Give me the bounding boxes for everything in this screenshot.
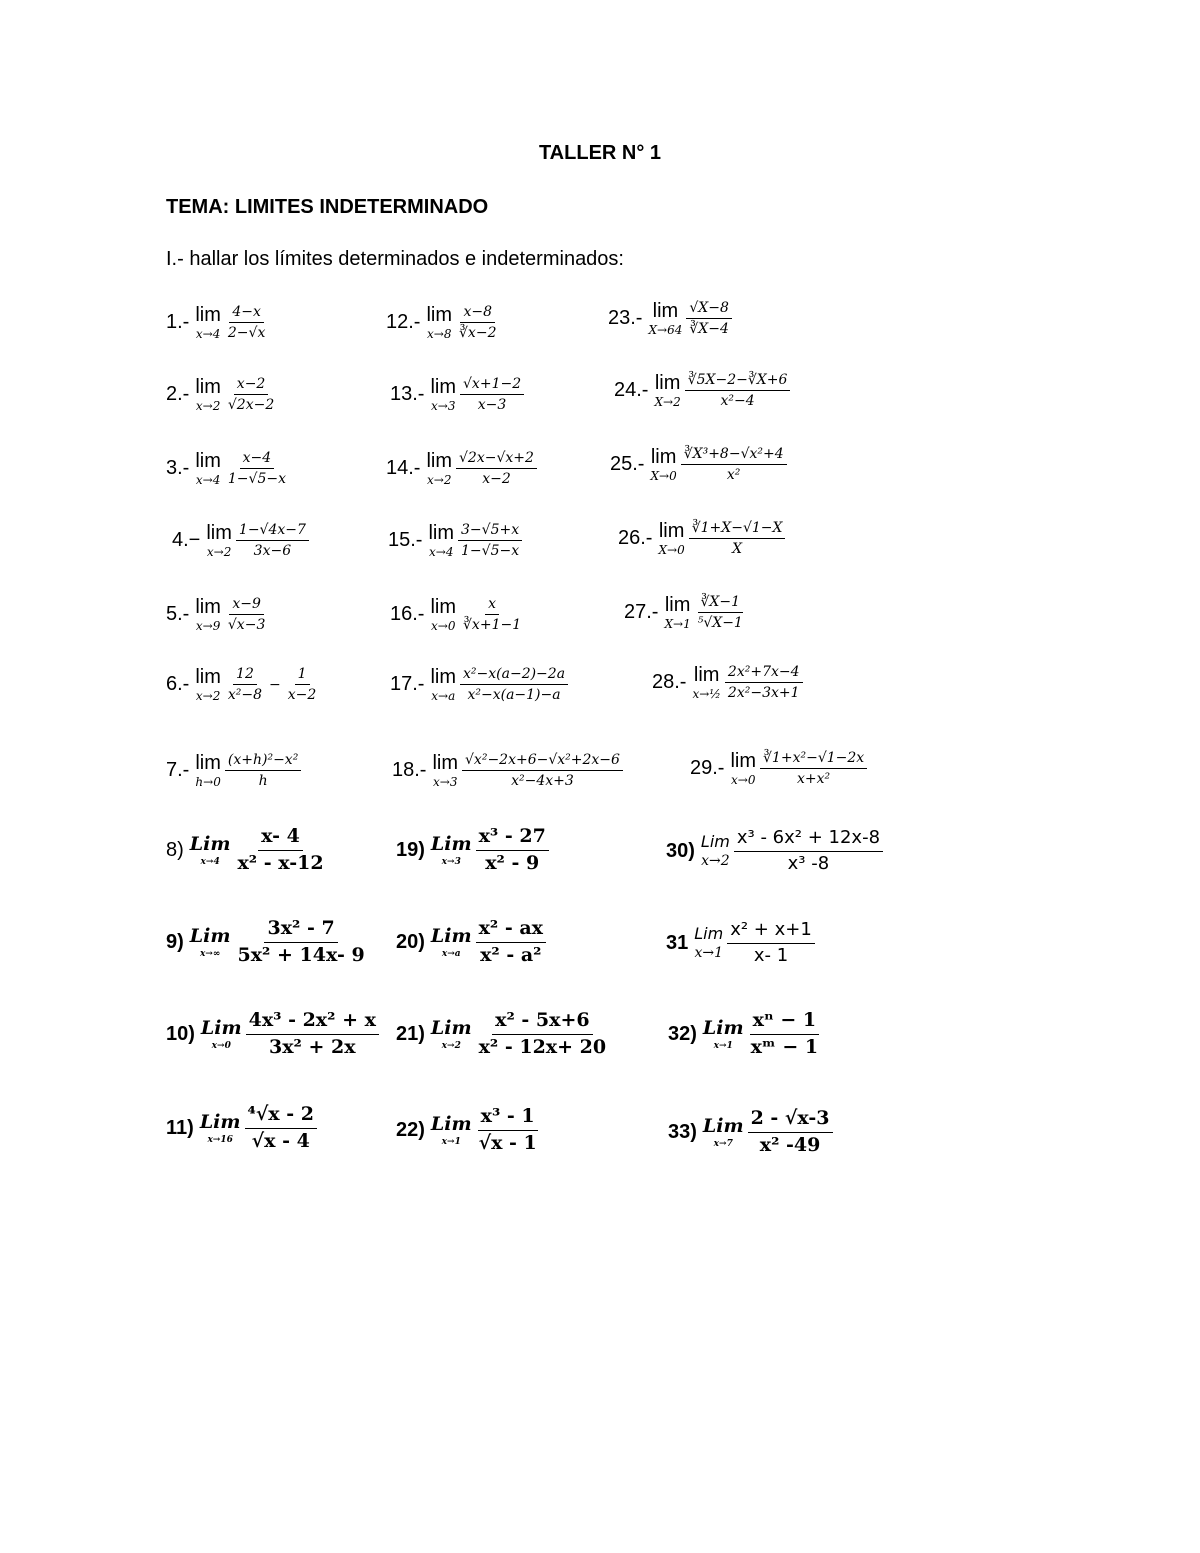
fraction: $\frac{2 - √x-3}{\text{x² -49}}$ xyxy=(748,1108,833,1157)
limit-operator: Lim x→16 xyxy=(199,1110,241,1145)
problem-28 xyxy=(652,664,803,702)
problem-number: 26.- xyxy=(618,527,653,550)
limit-operator: Lim x→4 xyxy=(189,832,231,867)
limit-operator: lim x→2 xyxy=(426,450,453,487)
fraction: $\frac{4-x}{2-√x}$ xyxy=(227,304,266,342)
problem-number: 3.- xyxy=(166,457,190,480)
fraction: $\frac{x-4}{1-√5-x}$ xyxy=(227,450,286,488)
limit-operator: Lim x→7 xyxy=(702,1114,744,1149)
problem-number: 24.- xyxy=(614,379,649,402)
limit-operator: lim x→3 xyxy=(430,376,457,413)
problem-30 xyxy=(666,828,883,874)
limit-operator: lim x→0 xyxy=(730,750,757,787)
problem-21 xyxy=(396,1010,609,1059)
fraction: $\frac{√X-8}{∛X-4}$ xyxy=(686,300,732,337)
limit-operator: Lim x→1 xyxy=(702,1016,744,1051)
problem-23 xyxy=(608,300,732,338)
fraction: $\frac{\text{3x² - 7}}{\text{5x² + 14x- 9}}$ xyxy=(237,917,365,966)
limit-operator: Lim x→2 xyxy=(430,1016,472,1051)
instruction-text: I.- hallar los límites determinados e indeterminados: xyxy=(166,248,624,270)
fraction: $\frac{\text{(x+h)²−x²}}{h}$ xyxy=(225,752,301,789)
limit-operator: lim x→4 xyxy=(428,522,455,559)
problem-5 xyxy=(166,596,268,634)
problem-number: 19) xyxy=(396,838,425,861)
fraction: $\frac{√x+1-2}{x-3}$ xyxy=(460,376,524,413)
fraction: $\frac{\text{x² - 5x+6}}{\text{x² - 12x+ 20}}$ xyxy=(478,1009,607,1058)
limit-operator: lim x→3 xyxy=(432,752,459,789)
problem-number: 2.- xyxy=(166,383,190,406)
limit-operator: Lim x→a xyxy=(430,924,472,959)
fraction: $\frac{\text{x³ - 6x² + 12x-8}}{\text{x³ -8}}$ xyxy=(734,828,883,874)
problem-number: 13.- xyxy=(390,383,425,406)
problem-number: 22) xyxy=(396,1118,425,1141)
limit-operator: lim x→8 xyxy=(426,304,453,341)
problem-6 xyxy=(166,666,319,704)
fraction: $\frac{∛1+X-√1-X}{X}$ xyxy=(689,520,786,557)
limit-operator: Lim x→3 xyxy=(430,832,472,867)
problem-24 xyxy=(614,372,790,410)
fraction: $\frac{\text{⁴√x - 2}}{√x - 4}$ xyxy=(245,1104,317,1153)
fraction: $\frac{\text{x²−x(a−2)−2a}}{\text{x²−x(a−1)−a}}$ xyxy=(460,666,568,703)
page-title: TALLER N° 1 xyxy=(538,142,662,164)
limit-operator: lim x→2 xyxy=(195,376,221,413)
problem-number: 7.- xyxy=(166,759,190,782)
limit-operator: lim h→0 xyxy=(195,752,221,789)
problem-13 xyxy=(390,376,524,414)
limit-operator: lim X→1 xyxy=(664,594,691,631)
problem-19 xyxy=(396,826,549,875)
problem-12 xyxy=(386,304,499,342)
limit-operator: lim x→0 xyxy=(430,596,457,633)
limit-operator: lim x→4 xyxy=(195,450,221,487)
limit-operator: lim x→a xyxy=(430,666,457,703)
problem-number: 29.- xyxy=(690,757,725,780)
problem-number: 27.- xyxy=(624,601,659,624)
fraction: $\frac{∛5X-2-∛X+6}{\text{x²−4}}$ xyxy=(685,372,791,409)
problem-18 xyxy=(392,752,623,790)
problem-number: 15.- xyxy=(388,529,423,552)
fraction: $\frac{\text{∛X³+8−√x²+4}}{\text{x²}}$ xyxy=(681,446,787,483)
fraction: $\frac{1}{x-2}$ xyxy=(287,666,317,704)
problem-number: 4.− xyxy=(172,529,201,552)
fraction: $\frac{x-2}{√2x-2}$ xyxy=(227,376,275,414)
problem-number: 25.- xyxy=(610,453,645,476)
problem-4 xyxy=(172,522,309,560)
problem-26 xyxy=(618,520,785,558)
fraction: $\frac{\text{x² + x+1}}{x- 1}$ xyxy=(727,920,815,966)
problem-number: 21) xyxy=(396,1022,425,1045)
fraction: $\frac{\text{2x²+7x−4}}{\text{2x²−3x+1}}$ xyxy=(725,664,803,701)
problem-number: 30) xyxy=(666,839,695,862)
problem-number: 20) xyxy=(396,930,425,953)
fraction: $\frac{x}{∛x+1-1}$ xyxy=(463,596,522,634)
problem-number: 18.- xyxy=(392,759,427,782)
problem-number: 32) xyxy=(668,1022,697,1045)
problem-number: 16.- xyxy=(390,603,425,626)
problem-number: 11) xyxy=(166,1116,194,1139)
limit-operator: Lim x→∞ xyxy=(189,924,231,959)
fraction: $\frac{\text{√x²−2x+6−√x²+2x−6}}{\text{x²−4x+3}}$ xyxy=(462,752,623,789)
problem-29 xyxy=(690,750,867,788)
problem-3 xyxy=(166,450,289,488)
fraction: $\frac{\text{x² - ax}}{\text{x² - a²}}$ xyxy=(476,918,546,967)
problem-number: 14.- xyxy=(386,457,421,480)
problem-11 xyxy=(166,1104,317,1153)
problem-9 xyxy=(166,918,368,967)
problem-number: 10) xyxy=(166,1022,195,1045)
limit-operator: lim X→0 xyxy=(650,446,677,483)
problem-number: 6.- xyxy=(166,673,190,696)
problem-number: 33) xyxy=(668,1120,697,1143)
problem-31 xyxy=(666,920,815,966)
problem-10 xyxy=(166,1010,379,1059)
problem-number: 17.- xyxy=(390,673,425,696)
fraction: $\frac{\text{x³ - 1}}{√x - 1}$ xyxy=(478,1105,537,1154)
fraction: $\frac{x-8}{∛x-2}$ xyxy=(459,304,497,342)
problem-33 xyxy=(668,1108,833,1157)
fraction: $\frac{\text{∛1+x²−√1−2x}}{\text{x+x²}}$ xyxy=(760,750,867,787)
fraction: $\frac{∛X-1}{\text{⁵√X−1}}$ xyxy=(697,594,743,632)
problem-number: 12.- xyxy=(386,311,421,334)
problem-number: 31 xyxy=(666,931,689,954)
problem-17 xyxy=(390,666,568,704)
limit-operator: lim X→2 xyxy=(654,372,681,409)
problem-number: 8) xyxy=(166,838,184,861)
problem-1 xyxy=(166,304,268,342)
fraction: $\frac{√2x-√x+2}{x-2}$ xyxy=(456,450,537,487)
problem-32 xyxy=(668,1010,821,1059)
limit-operator: Lim x→2 xyxy=(700,832,730,869)
problem-15 xyxy=(388,522,522,560)
problem-8 xyxy=(166,826,327,875)
problem-number: 23.- xyxy=(608,307,643,330)
fraction: $\frac{1-√4x-7}{3x-6}$ xyxy=(236,522,309,559)
problem-number: 5.- xyxy=(166,603,190,626)
limit-operator: lim x→9 xyxy=(195,596,221,633)
limit-operator: lim x→4 xyxy=(195,304,221,341)
limit-operator: Lim x→1 xyxy=(694,924,724,961)
problem-2 xyxy=(166,376,277,414)
fraction: $\frac{\text{x³ - 27}}{\text{x² - 9}}$ xyxy=(476,826,549,875)
problem-20 xyxy=(396,918,546,967)
problem-number: 1.- xyxy=(166,311,190,334)
limit-operator: lim x→2 xyxy=(195,666,221,703)
problem-27 xyxy=(624,594,746,632)
limit-operator: lim X→0 xyxy=(658,520,685,557)
limit-operator: lim x→2 xyxy=(206,522,232,559)
fraction: $\frac{x-9}{√x-3}$ xyxy=(227,596,266,634)
fraction: $\frac{x- 4}{\text{x² - x-12}}$ xyxy=(237,825,324,874)
topic-heading: TEMA: LIMITES INDETERMINADO xyxy=(166,196,489,218)
fraction: $\frac{\text{4x³ - 2x² + x}}{\text{3x² + 2x}}$ xyxy=(246,1010,379,1059)
fraction: $\frac{12}{\text{x²−8}}$ xyxy=(227,666,263,704)
problem-14 xyxy=(386,450,537,488)
limit-operator: lim X→64 xyxy=(648,300,683,337)
problem-7 xyxy=(166,752,301,790)
problem-16 xyxy=(390,596,524,634)
minus-sign: − xyxy=(269,676,281,693)
problem-25 xyxy=(610,446,787,484)
limit-operator: Lim x→1 xyxy=(430,1112,472,1147)
limit-operator: lim x→½ xyxy=(692,664,721,701)
problem-number: 9) xyxy=(166,930,184,953)
fraction: $\frac{\text{xⁿ − 1}}{\text{xᵐ − 1}}$ xyxy=(750,1009,819,1058)
problem-number: 28.- xyxy=(652,671,687,694)
problem-22 xyxy=(396,1106,540,1155)
fraction: $\frac{3-√5+x}{1-√5-x}$ xyxy=(458,522,522,559)
limit-operator: Lim x→0 xyxy=(200,1016,242,1051)
